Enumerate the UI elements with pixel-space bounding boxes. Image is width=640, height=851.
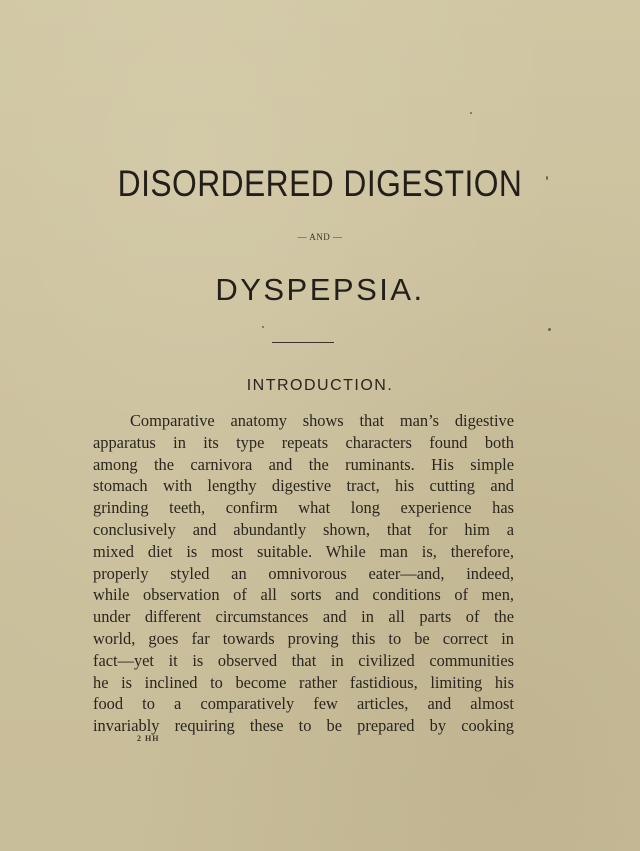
main-title: DISORDERED DIGESTION [117, 163, 523, 204]
body-line: apparatus in its type repeats characters found both [93, 432, 514, 452]
body-line: properly styled an omnivorous eater—and, indeed, [93, 563, 514, 583]
paper-speck [546, 176, 548, 180]
body-line: stomach with lengthy digestive tract, his cutting and [93, 476, 514, 496]
body-paragraph [93, 410, 514, 737]
paper-speck [548, 328, 551, 331]
body-line: world, goes far towards proving this to be correct in [93, 628, 514, 648]
body-line: food to a comparatively few articles, and almost [93, 694, 514, 714]
body-line: he is inclined to become rather fastidious, limiting his [93, 672, 514, 692]
decorative-rule [272, 342, 334, 343]
body-line: fact—yet it is observed that in civilized communities [93, 650, 514, 670]
paper-speck [262, 326, 264, 328]
section-heading: INTRODUCTION. [246, 377, 394, 394]
body-line: among the carnivora and the ruminants. His simple [93, 454, 514, 474]
body-line: grinding teeth, confirm what long experience has [93, 498, 514, 518]
body-line: Comparative anatomy shows that man’s digestive [130, 411, 514, 430]
body-line: mixed diet is most suitable. While man is, therefore, [93, 541, 514, 561]
title-connector: — AND — [297, 232, 343, 242]
body-line: while observation of all sorts and conditions of men, [93, 585, 514, 605]
sub-title: DYSPEPSIA. [215, 272, 425, 307]
body-line: invariably requiring these to be prepared by cooking [93, 716, 514, 736]
signature-mark: 2 HH [137, 734, 160, 743]
body-line: conclusively and abundantly shown, that for him a [93, 519, 514, 539]
body-line: under different circumstances and in all parts of the [93, 607, 514, 627]
paper-speck [470, 112, 472, 114]
